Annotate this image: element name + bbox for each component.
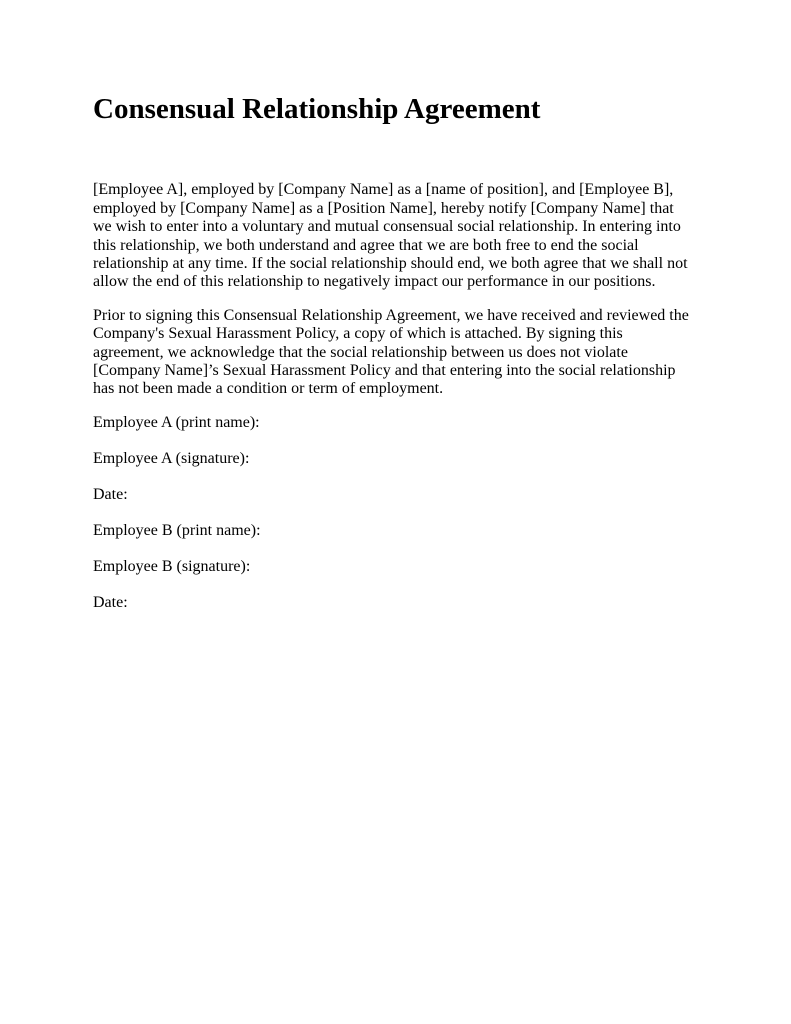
employee-b-signature-label: Employee B (signature): — [93, 557, 251, 575]
employee-b-date-label: Date: — [93, 593, 128, 611]
page-title: Consensual Relationship Agreement — [93, 93, 541, 125]
signature-block — [93, 414, 695, 612]
intro-paragraph: [Employee A], employed by [Company Name] as a [name of position], and [Employee B], employed by [Company Name] as a [Position Name], hereby notify [Company Name] that we wish to enter into a voluntary and mutual consensual social relationship. In entering into this relationship, we both understand and agree that we are both free to end the social relationship at any time. If the social relationship should end, we both agree that we shall not allow the end of this relationship to negatively impact our performance in our positions. — [93, 181, 688, 291]
employee-a-date-label: Date: — [93, 485, 128, 503]
employee-a-signature-label: Employee A (signature): — [93, 449, 250, 467]
policy-paragraph: Prior to signing this Consensual Relationship Agreement, we have received and reviewed the Company's Sexual Harassment Policy, a copy of which is attached. By signing this agreement, we acknowledge that the social relationship between us does not violate [Company Name]’s Sexual Harassment Policy and that entering into the social relationship has not been made a condition or term of employment. — [93, 306, 689, 398]
employee-a-print-name-label: Employee A (print name): — [93, 413, 260, 431]
employee-b-print-name-label: Employee B (print name): — [93, 521, 261, 539]
